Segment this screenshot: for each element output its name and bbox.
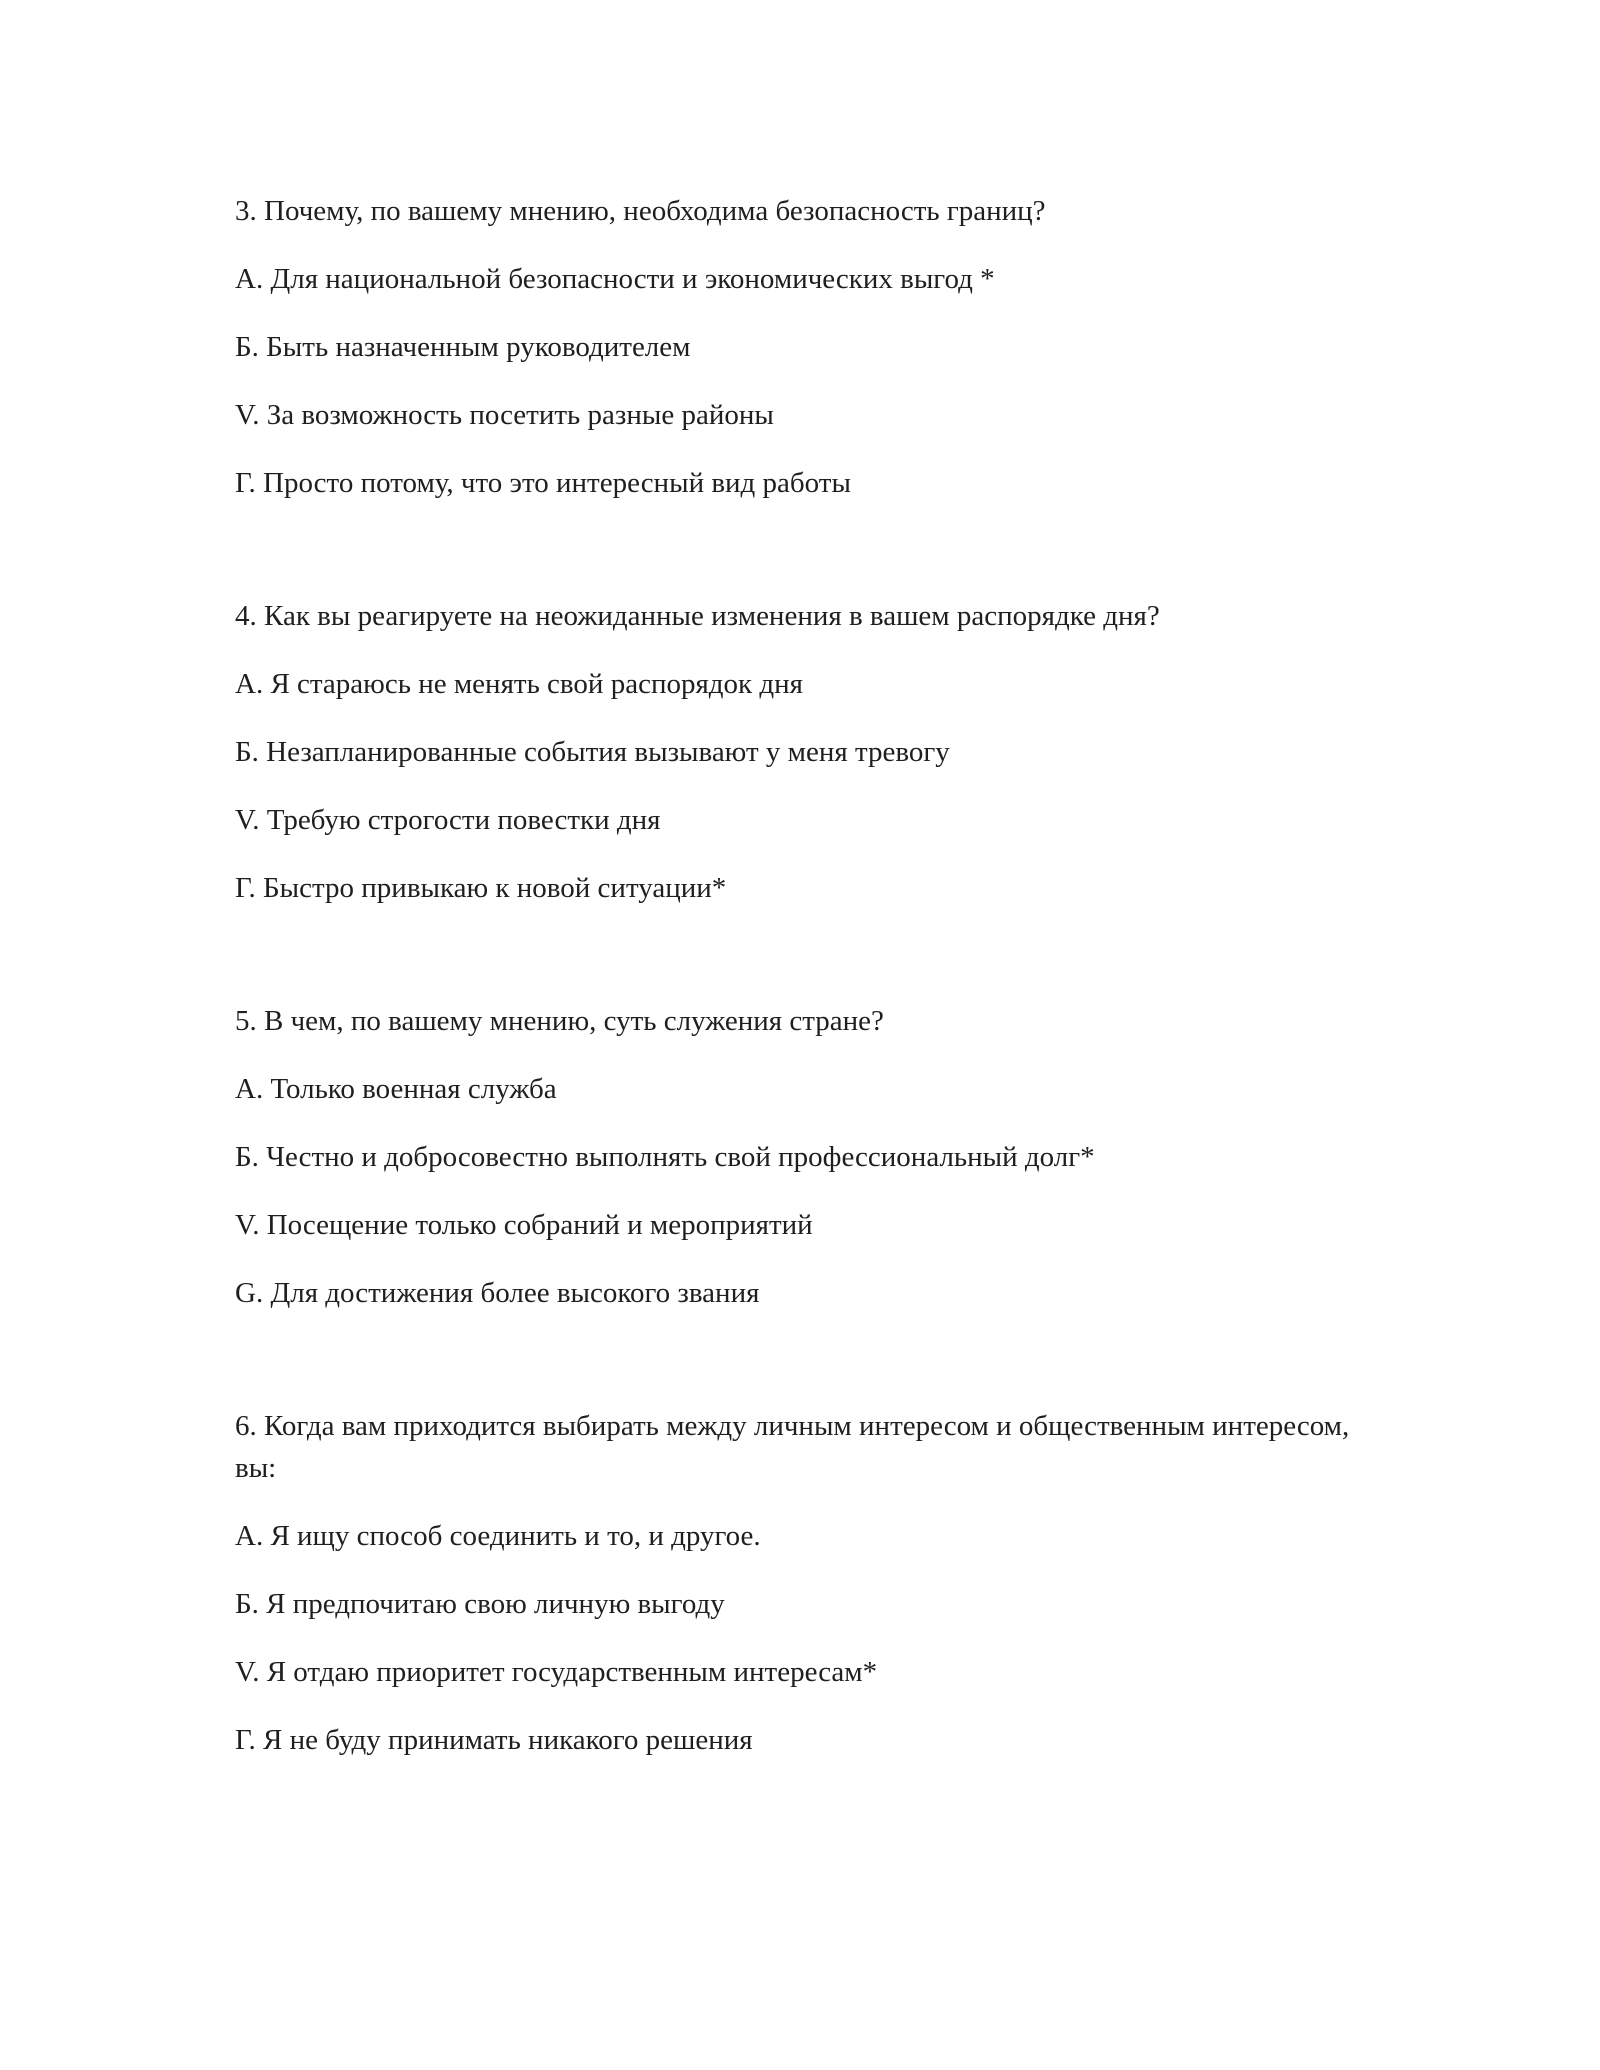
answer-option: А. Только военная служба xyxy=(235,1073,557,1105)
answer-option: Б. Быть назначенным руководителем xyxy=(235,331,691,363)
answer-option: V. Требую строгости повестки дня xyxy=(235,804,661,836)
question-block-4 xyxy=(235,595,1385,909)
question-text: 6. Когда вам приходится выбирать между личным интересом и общественным интересом, вы: xyxy=(235,1410,1350,1484)
answer-option: V. Посещение только собраний и мероприятий xyxy=(235,1209,813,1241)
answer-option: Г. Быстро привыкаю к новой ситуации* xyxy=(235,872,727,904)
answer-option: G. Для достижения более высокого звания xyxy=(235,1277,760,1309)
answer-option: V. Я отдаю приоритет государственным интересам* xyxy=(235,1656,878,1688)
answer-option: А. Для национальной безопасности и экономических выгод * xyxy=(235,263,995,295)
answer-option: V. За возможность посетить разные районы xyxy=(235,399,774,431)
answer-option: Г. Просто потому, что это интересный вид работы xyxy=(235,467,851,499)
question-block-5 xyxy=(235,1000,1385,1314)
question-text: 3. Почему, по вашему мнению, необходима безопасность границ? xyxy=(235,195,1046,227)
answer-option: А. Я ищу способ соединить и то, и другое. xyxy=(235,1520,761,1552)
answer-option: Б. Я предпочитаю свою личную выгоду xyxy=(235,1588,725,1620)
questionnaire xyxy=(235,190,1385,1852)
answer-option: А. Я стараюсь не менять свой распорядок дня xyxy=(235,668,804,700)
answer-option: Б. Незапланированные события вызывают у меня тревогу xyxy=(235,736,950,768)
question-block-6 xyxy=(235,1405,1385,1761)
answer-option: Г. Я не буду принимать никакого решения xyxy=(235,1724,753,1756)
question-text: 5. В чем, по вашему мнению, суть служения стране? xyxy=(235,1005,884,1037)
answer-option: Б. Честно и добросовестно выполнять свой профессиональный долг* xyxy=(235,1141,1095,1173)
question-block-3 xyxy=(235,190,1385,504)
question-text: 4. Как вы реагируете на неожиданные изменения в вашем распорядке дня? xyxy=(235,600,1160,632)
